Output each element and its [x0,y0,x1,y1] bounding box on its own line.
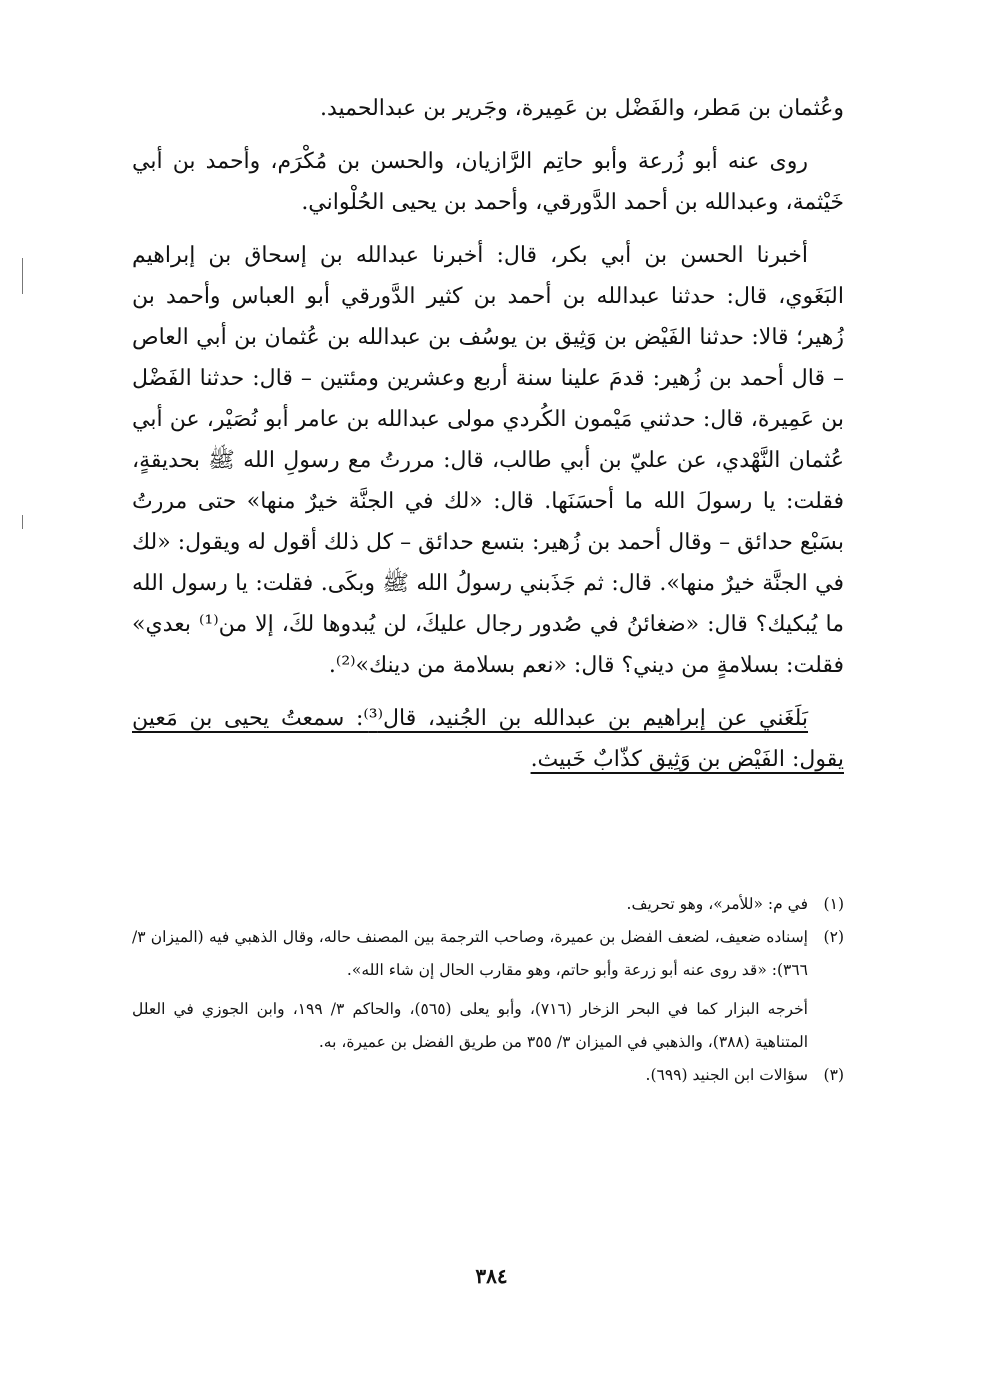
page-number: ٣٨٤ [475,1264,508,1288]
footnotes [132,888,844,1092]
main-text [132,88,844,780]
footnote-number: (١) [823,895,844,913]
scan-edge-mark [22,515,23,529]
footnote-number: (٣) [823,1066,844,1084]
footnote-item [132,921,844,1059]
footnote-text: إسناده ضعيف، لضعف الفضل بن عميرة، وصاحب الترجمة بين المصنف حاله، وقال الذهبي فيه (الميزان ٣/ ٣٦٦): «قد روى عنه أبو زرعة وأبو حاتم، وهو مقارب الحال إن شاء الله». [132,928,808,979]
footnote-body [132,921,808,1059]
paragraph-4: بَلَغَني عن إبراهيم بن عبدالله بن الجُنيد، قال⁽³⁾: سمعتُ يحيى بن مَعين يقول: الفَيْض بن وَثِيق كذّابٌ خَبيث. [132,706,844,772]
footnote-text-continued: أخرجه البزار كما في البحر الزخار (٧١٦)، وأبو يعلى (٥٦٥)، والحاكم ٣/ ١٩٩، وابن الجوزي في العلل المتناهية (٣٨٨)، والذهبي في الميزان ٣/ ٣٥٥ من طريق الفضل بن عميرة، به. [132,1000,808,1051]
footnote-body [132,1059,808,1092]
footnote-body [132,888,808,921]
paragraph-3: أخبرنا الحسن بن أبي بكر، قال: أخبرنا عبدالله بن إسحاق بن إبراهيم البَغَوي، قال: حدثنا عبدالله بن أحمد بن كثير الدَّورقي أبو العباس وأحمد بن زُهير؛ قالا: حدثنا الفَيْض بن وَثِيق بن يوسُف بن عبدالله بن عُثمان بن أبي العاص – قال أحمد بن زُهير: قدمَ علينا سنة أربع وعشرين ومئتين – قال: حدثنا الفَضْل بن عَمِيرة، قال: حدثني مَيْمون الكُردي مولى عبدالله بن عامر أبو نُصَيْر، عن أبي عُثمان النَّهْدي، عن عليّ بن أبي طالب، قال: مررتُ مع رسولِ الله ﷺ بحديقةٍ، فقلت: يا رسولَ الله ما أحسَنَها. قال: «لك في الجنَّة خيرٌ منها» حتى مررتُ بسَبْع حدائق – وقال أحمد بن زُهير: بتسع حدائق – كل ذلك أقول له ويقول: «لك في الجنَّة خيرٌ منها». قال: ثم جَذَبني رسولُ الله ﷺ وبكَى. فقلت: يا رسول الله ما يُبكيك؟ قال: «ضغائنُ في صُدور رجال عليكَ، لن يُبدوها لكَ، إلا من⁽¹⁾ بعدي» فقلت: بسلامةٍ من ديني؟ قال: «نعم بسلامة من دينك»⁽²⁾. [132,243,844,678]
footnote-text: في م: «للأمر»، وهو تحريف. [626,895,808,913]
footnote-number: (٢) [823,928,844,946]
paragraph-2: روى عنه أبو زُرعة وأبو حاتِم الرَّازيان، والحسن بن مُكْرَم، وأحمد بن أبي خَيْثمة، وعبدالله بن أحمد الدَّورقي، وأحمد بن يحيى الحُلْواني. [132,149,844,215]
footnote-text: سؤالات ابن الجنيد (٦٩٩). [645,1066,808,1084]
scan-edge-mark [22,258,23,294]
paragraph-1: وعُثمان بن مَطر، والفَضْل بن عَمِيرة، وجَرير بن عبدالحميد. [319,96,844,121]
footnote-item [132,888,844,921]
footnote-item [132,1059,844,1092]
